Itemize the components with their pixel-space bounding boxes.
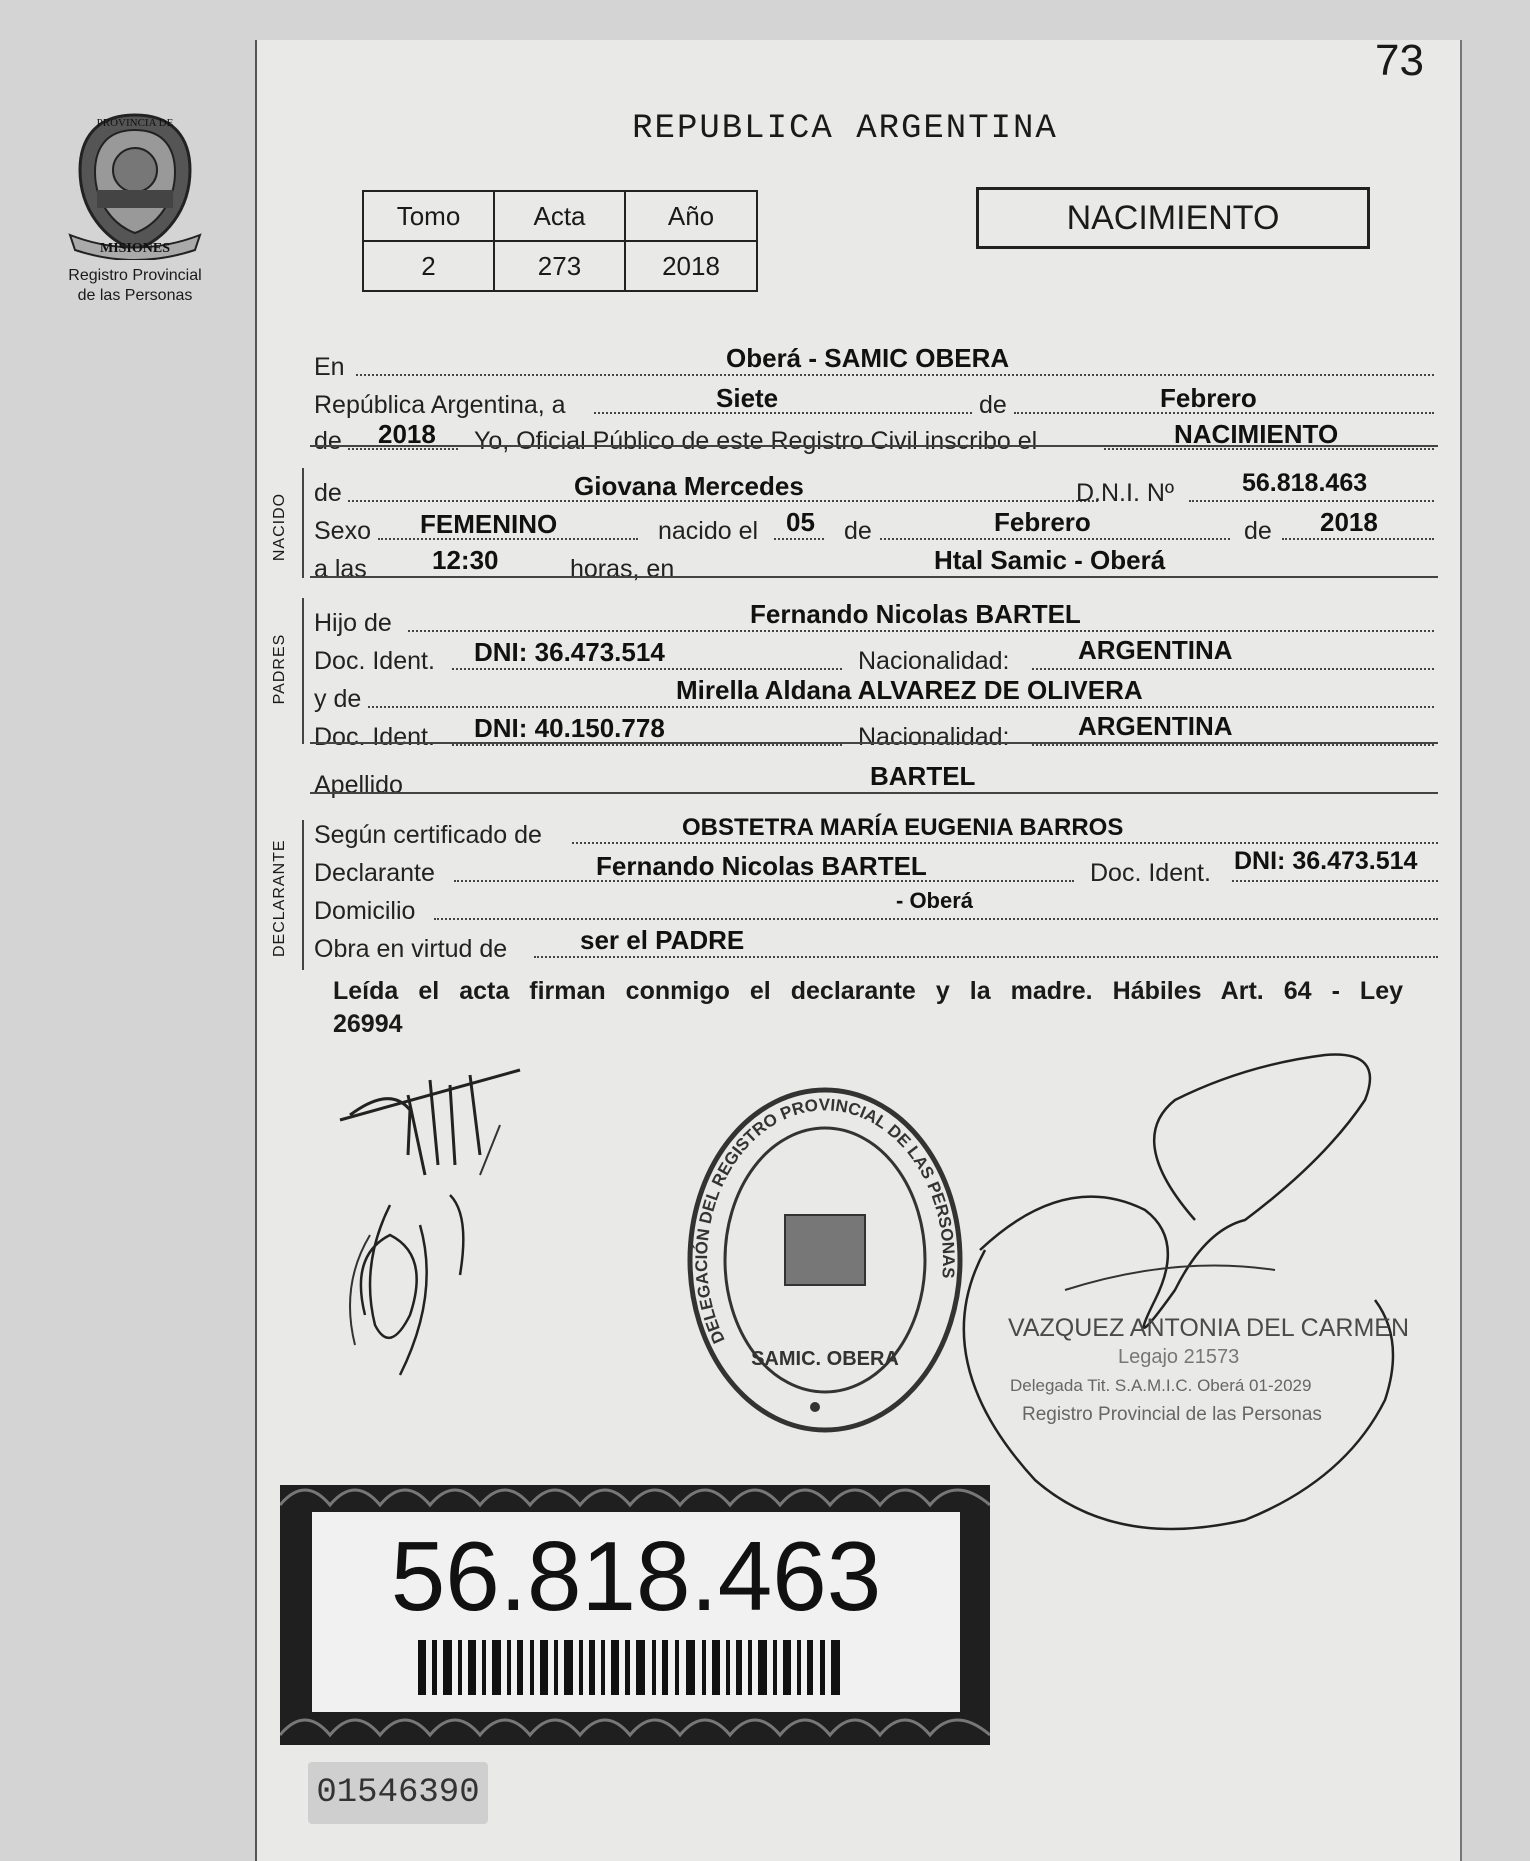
- inscribe-value: NACIMIENTO: [1174, 419, 1339, 449]
- de-label: de: [979, 391, 1007, 419]
- row-madre: [314, 675, 1434, 716]
- serial-number: 01546390: [308, 1762, 488, 1824]
- separator: [310, 742, 1438, 744]
- declarante-doc-value: DNI: 36.473.514: [1234, 847, 1418, 875]
- certificado-label: Según certificado de: [314, 821, 542, 849]
- domicilio-value: - Oberá: [896, 888, 974, 913]
- row-padre-doc: [314, 635, 1434, 678]
- nombre-value: Giovana Mercedes: [574, 471, 804, 501]
- separator: [310, 792, 1438, 794]
- madre-nombre-value: Mirella Aldana ALVAREZ DE OLIVERA: [676, 675, 1143, 705]
- section-bracket: [302, 468, 304, 578]
- acta-label: Acta: [494, 191, 625, 241]
- dotted-line: [572, 842, 1438, 844]
- padres-section-label: PADRES: [271, 633, 288, 705]
- tomo-value: 2: [363, 241, 494, 291]
- obra-label: Obra en virtud de: [314, 935, 508, 963]
- domicilio-label: Domicilio: [314, 897, 416, 925]
- separator: [310, 445, 1438, 447]
- tomo-acta-anio-table: [362, 190, 758, 292]
- padre-nombre-value: Fernando Nicolas BARTEL: [750, 599, 1081, 629]
- separator: [310, 576, 1438, 578]
- section-bracket: [302, 820, 304, 970]
- de-label-2: de: [844, 517, 872, 545]
- declarante-label: Declarante: [314, 859, 435, 887]
- yo-label: Yo, Oficial Público de este Registro Civil inscribo el: [474, 427, 1038, 455]
- nacido-el-label: nacido el: [658, 517, 759, 545]
- logo-caption-line1: Registro Provincial: [68, 267, 202, 284]
- coat-of-arms-icon: [785, 1215, 865, 1285]
- padre-doc-value: DNI: 36.473.514: [474, 637, 665, 667]
- doc-ident-label: Doc. Ident.: [314, 647, 435, 675]
- dia-nacimiento-value: 05: [786, 507, 815, 537]
- official-name: VAZQUEZ ANTONIA DEL CARMEN: [1008, 1314, 1410, 1342]
- official-signature: [945, 1040, 1455, 1560]
- republica-label: República Argentina, a: [314, 391, 566, 419]
- row-domicilio: [314, 888, 1438, 928]
- declarante-nombre-value: Fernando Nicolas BARTEL: [596, 851, 927, 881]
- en-label: En: [314, 353, 345, 381]
- dia-value: Siete: [716, 383, 779, 413]
- row-nombre: [314, 469, 1434, 510]
- dotted-line: [1232, 880, 1438, 882]
- dotted-line: [1032, 744, 1434, 746]
- mes-value: Febrero: [1160, 383, 1257, 413]
- document-title: REPUBLICA ARGENTINA: [632, 110, 1058, 148]
- official-registry: Registro Provincial de las Personas: [1022, 1404, 1322, 1425]
- declarante-section-label: DECLARANTE: [271, 839, 288, 957]
- row-obra: [314, 925, 1438, 966]
- row-padre: [314, 599, 1434, 640]
- dotted-line: [452, 744, 842, 746]
- sexo-value: FEMENINO: [420, 509, 558, 539]
- hora-value: 12:30: [432, 545, 499, 575]
- apellido-value: BARTEL: [870, 761, 976, 791]
- apellido-label: Apellido: [314, 771, 403, 799]
- lugar-nacimiento-value: Htal Samic - Oberá: [934, 545, 1166, 575]
- row-en: [314, 343, 1434, 384]
- dotted-line: [408, 630, 1434, 632]
- y-de-label: y de: [314, 685, 362, 713]
- anio-nacimiento-value: 2018: [1320, 507, 1378, 537]
- madre-doc-value: DNI: 40.150.778: [474, 713, 665, 743]
- seal-text-top: PROVINCIA DE: [96, 117, 174, 129]
- tomo-label: Tomo: [363, 191, 494, 241]
- dotted-line: [356, 374, 1434, 376]
- row-sexo: [314, 507, 1434, 548]
- dotted-line: [368, 706, 1434, 708]
- de-label: de: [314, 479, 342, 507]
- madre-nacionalidad-value: ARGENTINA: [1078, 711, 1233, 741]
- round-stamp-bottom-text: SAMIC. OBERA: [751, 1348, 899, 1370]
- dotted-line: [1282, 538, 1434, 540]
- dotted-line: [1189, 500, 1434, 502]
- dotted-line: [1032, 668, 1434, 670]
- official-legajo: Legajo 21573: [1118, 1346, 1240, 1368]
- dotted-line: [594, 412, 972, 414]
- mes-nacimiento-value: Febrero: [994, 507, 1091, 537]
- de2-label: de: [314, 427, 342, 455]
- official-title: Delegada Tit. S.A.M.I.C. Oberá 01-2029: [1010, 1376, 1312, 1395]
- round-registry-stamp: [680, 1080, 970, 1440]
- barcode-number: 56.818.463: [390, 1521, 882, 1631]
- record-type-box: NACIMIENTO: [976, 187, 1370, 249]
- dni-label: D.N.I. Nº: [1076, 479, 1175, 507]
- round-stamp-arc-text: DELEGACIÓN DEL REGISTRO PROVINCIAL DE LAS PERSONAS: [691, 1095, 959, 1347]
- acta-value: 273: [494, 241, 625, 291]
- dotted-line: [774, 538, 824, 540]
- dotted-line: [880, 538, 1230, 540]
- motivo-value: ser el PADRE: [580, 925, 745, 955]
- row-declarante: [314, 847, 1438, 890]
- seal-text-bottom: MISIONES: [99, 241, 171, 256]
- declarant-signature: [330, 1055, 530, 1415]
- hijo-de-label: Hijo de: [314, 609, 392, 637]
- horas-en-label: horas, en: [570, 555, 675, 583]
- dotted-line: [434, 918, 1438, 920]
- de-label-3: de: [1244, 517, 1272, 545]
- certificado-value: OBSTETRA MARÍA EUGENIA BARROS: [682, 814, 1124, 841]
- nacionalidad-label-2: Nacionalidad:: [858, 723, 1010, 751]
- logo-caption: [40, 266, 230, 306]
- anio-intro-value: 2018: [378, 419, 436, 449]
- page-number: 73: [1375, 36, 1424, 85]
- lugar-value: Oberá - SAMIC OBERA: [726, 343, 1010, 373]
- dotted-line: [452, 668, 842, 670]
- sexo-label: Sexo: [314, 517, 371, 545]
- doc-ident-label-2: Doc. Ident.: [314, 723, 435, 751]
- hora-label: a las: [314, 555, 367, 583]
- row-republica: [314, 383, 1434, 422]
- anio-label: Año: [625, 191, 757, 241]
- nacido-section-label: NACIDO: [271, 492, 288, 562]
- legal-text-line2: 26994: [333, 1010, 403, 1038]
- dni-value: 56.818.463: [1242, 469, 1368, 497]
- row-apellido: [314, 761, 1438, 802]
- dotted-line: [534, 956, 1438, 958]
- logo-caption-line2: de las Personas: [77, 287, 193, 304]
- anio-value: 2018: [625, 241, 757, 291]
- barcode-icon: [418, 1640, 843, 1695]
- row-madre-doc: [314, 711, 1434, 754]
- row-anio: [314, 419, 1434, 458]
- legal-text-line1: Leída el acta firman conmigo el declarante y la madre. Hábiles Art. 64 - Ley: [333, 977, 1403, 1005]
- padre-nacionalidad-value: ARGENTINA: [1078, 635, 1233, 665]
- nacionalidad-label: Nacionalidad:: [858, 647, 1010, 675]
- section-bracket: [302, 598, 304, 744]
- doc-ident-label-3: Doc. Ident.: [1090, 859, 1211, 887]
- row-hora: [314, 545, 1434, 586]
